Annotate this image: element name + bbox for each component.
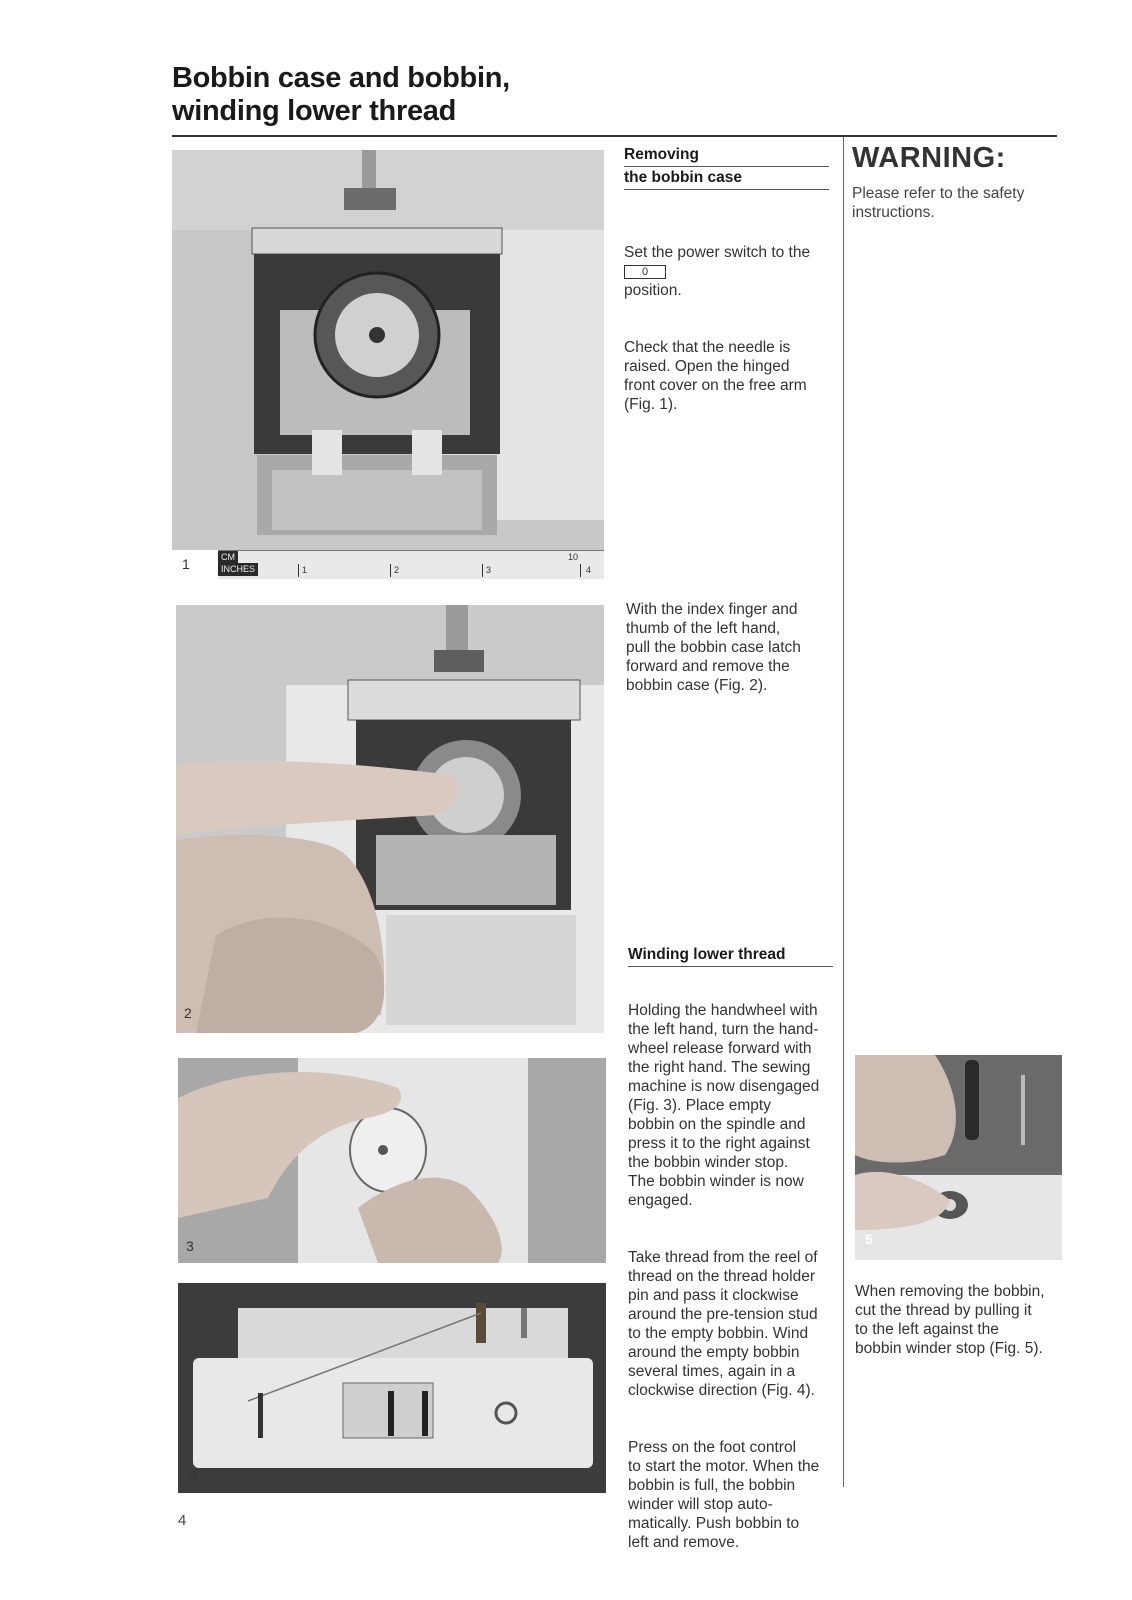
winding-heading-text: Winding lower thread: [628, 944, 833, 967]
winding-text: [628, 982, 843, 1590]
winding-paragraph-1: Holding the handwheel with the left hand, turn the hand- wheel release forward with the right hand. The sewing machine is now disengaged (Fig. 3). Place empty bobbin on the spindle and press it to the right against the bobbin winder stop. The bobbin winder is now engaged.: [628, 1002, 820, 1209]
removing-heading-line1: Removing: [624, 144, 829, 167]
page-number: 4: [178, 1512, 187, 1529]
winding-heading: [628, 944, 833, 967]
winding-paragraph-2: Take thread from the reel of thread on the thread holder pin and pass it clockwise around the pre-tension stud to the empty bobbin. Wind around the empty bobbin several times, again in a clockwise direction (Fig. 4).: [628, 1249, 818, 1399]
figure-4-number: 4: [190, 1467, 198, 1483]
power-switch-text: Set the power switch to the: [624, 244, 811, 261]
switch-symbol: 0: [624, 265, 666, 279]
column-divider: [843, 137, 844, 1487]
figure-2-photo: [176, 605, 604, 1033]
warning-title: WARNING:: [852, 142, 1006, 174]
power-switch-paragraph: [624, 224, 834, 300]
needle-paragraph: Check that the needle is raised. Open the hinged front cover on the free arm (Fig. 1).: [624, 339, 807, 413]
figure-1-photo: [172, 150, 604, 550]
ruler-label-inches: INCHES: [218, 563, 258, 576]
figure-3-number: 3: [186, 1238, 194, 1254]
ruler-mark: 3: [486, 565, 492, 575]
ruler-tick: [482, 564, 483, 577]
removing-text: [624, 205, 834, 452]
bobbin-case-paragraph: With the index finger and thumb of the left hand, pull the bobbin case latch forward and remove the bobbin case (Fig. 2).: [626, 601, 801, 694]
removing-heading-line2: the bobbin case: [624, 167, 829, 190]
figure-1-number: 1: [182, 556, 190, 572]
ruler-label-cm: CM: [218, 551, 238, 564]
ruler-mark: 2: [394, 565, 400, 575]
header-rule: [172, 135, 1057, 137]
page-title: [172, 62, 510, 128]
measurement-ruler: [218, 550, 604, 579]
figure-5-photo: [855, 1055, 1062, 1260]
power-switch-text-end: position.: [624, 282, 682, 299]
figure-3-photo: [178, 1058, 606, 1263]
ruler-tick: [298, 564, 299, 577]
page-title-line2: winding lower thread: [172, 95, 457, 127]
ruler-tick: [390, 564, 391, 577]
figure-5-number: 5: [865, 1231, 873, 1247]
ruler-tick: [580, 564, 581, 577]
winding-paragraph-3: Press on the foot control to start the motor. When the bobbin is full, the bobbin winder will stop auto- matically. Push bobbin to left and remove.: [628, 1439, 820, 1551]
page-title-line1: Bobbin case and bobbin,: [172, 62, 510, 94]
figure-4-photo: [178, 1283, 606, 1493]
ruler-mark: 4: [586, 565, 592, 575]
warning-text: Please refer to the safety instructions.: [852, 185, 1025, 221]
removing-heading: [624, 144, 829, 190]
winding-paragraph-4: When removing the bobbin, cut the thread by pulling it to the left against the bobbin winder stop (Fig. 5).: [855, 1283, 1045, 1357]
ruler-cm-mark: 10: [568, 552, 579, 562]
figure-2-number: 2: [184, 1005, 192, 1021]
ruler-mark: 1: [302, 565, 308, 575]
